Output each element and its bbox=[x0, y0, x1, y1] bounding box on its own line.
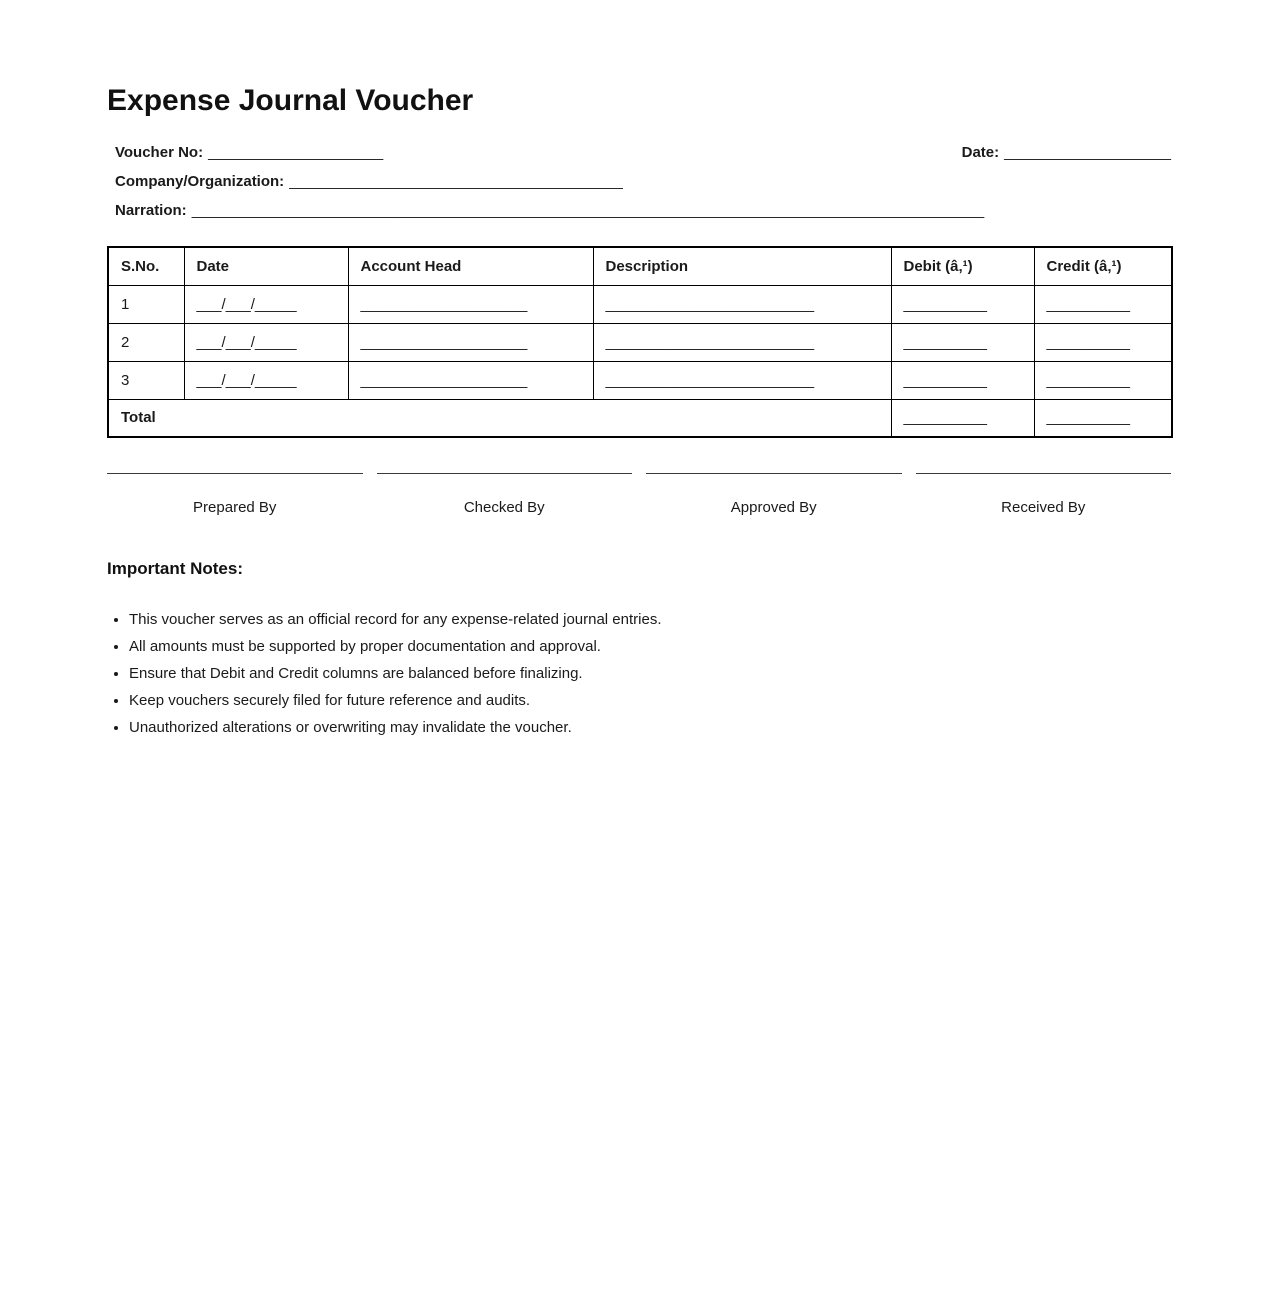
row-date-blank: ___/___/_____ bbox=[184, 323, 348, 361]
signature-line bbox=[107, 473, 363, 474]
signature-label: Received By bbox=[1001, 499, 1086, 516]
row-sno: 2 bbox=[108, 323, 184, 361]
note-item: • This voucher serves as an official record for any expense-related journal entries. bbox=[129, 610, 1171, 629]
row-account-blank: ____________________ bbox=[348, 361, 593, 399]
row-sno: 3 bbox=[108, 361, 184, 399]
meta-row-voucher-date bbox=[115, 143, 1171, 162]
col-header-account-head: Account Head bbox=[348, 247, 593, 285]
row-account-blank: ____________________ bbox=[348, 285, 593, 323]
row-sno: 1 bbox=[108, 285, 184, 323]
table-row bbox=[108, 361, 1172, 399]
col-header-sno: S.No. bbox=[108, 247, 184, 285]
meta-row-company bbox=[115, 172, 1171, 191]
voucher-no-field bbox=[115, 143, 383, 162]
signature-label: Prepared By bbox=[193, 499, 277, 516]
table-row bbox=[108, 285, 1172, 323]
row-description-blank: _________________________ bbox=[593, 323, 891, 361]
row-date-blank: ___/___/_____ bbox=[184, 361, 348, 399]
col-header-date: Date bbox=[184, 247, 348, 285]
date-field bbox=[962, 143, 1171, 162]
total-credit-blank: __________ bbox=[1034, 399, 1172, 437]
narration-label: Narration: bbox=[115, 202, 187, 219]
row-debit-blank: __________ bbox=[891, 323, 1034, 361]
narration-blank: _______________________________________________________________________________________________ bbox=[191, 202, 985, 219]
signature-line bbox=[916, 473, 1172, 474]
signature-label: Checked By bbox=[463, 499, 545, 516]
date-blank: ____________________ bbox=[1004, 144, 1171, 161]
signature-block-prepared-by bbox=[107, 473, 363, 517]
row-account-blank: ____________________ bbox=[348, 323, 593, 361]
note-item: • All amounts must be supported by proper documentation and approval. bbox=[129, 637, 1171, 656]
notes-list bbox=[107, 610, 1171, 737]
signature-block-received-by bbox=[916, 473, 1172, 517]
total-label: Total bbox=[108, 399, 891, 437]
table-total-row bbox=[108, 399, 1172, 437]
row-credit-blank: __________ bbox=[1034, 285, 1172, 323]
voucher-no-blank: _____________________ bbox=[208, 144, 384, 161]
note-item: • Unauthorized alterations or overwriting may invalidate the voucher. bbox=[129, 718, 1171, 737]
expense-table bbox=[107, 246, 1173, 438]
col-header-debit: Debit (â‚¹) bbox=[891, 247, 1034, 285]
row-description-blank: _________________________ bbox=[593, 285, 891, 323]
signature-section bbox=[107, 473, 1171, 517]
company-label: Company/Organization: bbox=[115, 173, 285, 190]
page-title: Expense Journal Voucher bbox=[107, 84, 474, 117]
company-blank: ________________________________________ bbox=[289, 173, 623, 190]
signature-line bbox=[646, 473, 902, 474]
notes-heading: Important Notes: bbox=[107, 559, 243, 578]
narration-field bbox=[115, 201, 984, 220]
table-row bbox=[108, 323, 1172, 361]
row-debit-blank: __________ bbox=[891, 361, 1034, 399]
signature-block-checked-by bbox=[377, 473, 633, 517]
company-field bbox=[115, 172, 623, 191]
note-item: • Keep vouchers securely filed for future reference and audits. bbox=[129, 691, 1171, 710]
signature-block-approved-by bbox=[646, 473, 902, 517]
voucher-no-label: Voucher No: bbox=[115, 144, 204, 161]
row-debit-blank: __________ bbox=[891, 285, 1034, 323]
note-item: • Ensure that Debit and Credit columns are balanced before finalizing. bbox=[129, 664, 1171, 683]
col-header-credit: Credit (â‚¹) bbox=[1034, 247, 1172, 285]
total-debit-blank: __________ bbox=[891, 399, 1034, 437]
signature-line bbox=[377, 473, 633, 474]
row-credit-blank: __________ bbox=[1034, 361, 1172, 399]
meta-row-narration bbox=[115, 201, 1171, 220]
row-credit-blank: __________ bbox=[1034, 323, 1172, 361]
voucher-meta bbox=[115, 143, 1171, 220]
row-description-blank: _________________________ bbox=[593, 361, 891, 399]
row-date-blank: ___/___/_____ bbox=[184, 285, 348, 323]
table-header-row bbox=[108, 247, 1172, 285]
signature-label: Approved By bbox=[730, 499, 817, 516]
col-header-description: Description bbox=[593, 247, 891, 285]
date-label: Date: bbox=[961, 144, 1000, 161]
